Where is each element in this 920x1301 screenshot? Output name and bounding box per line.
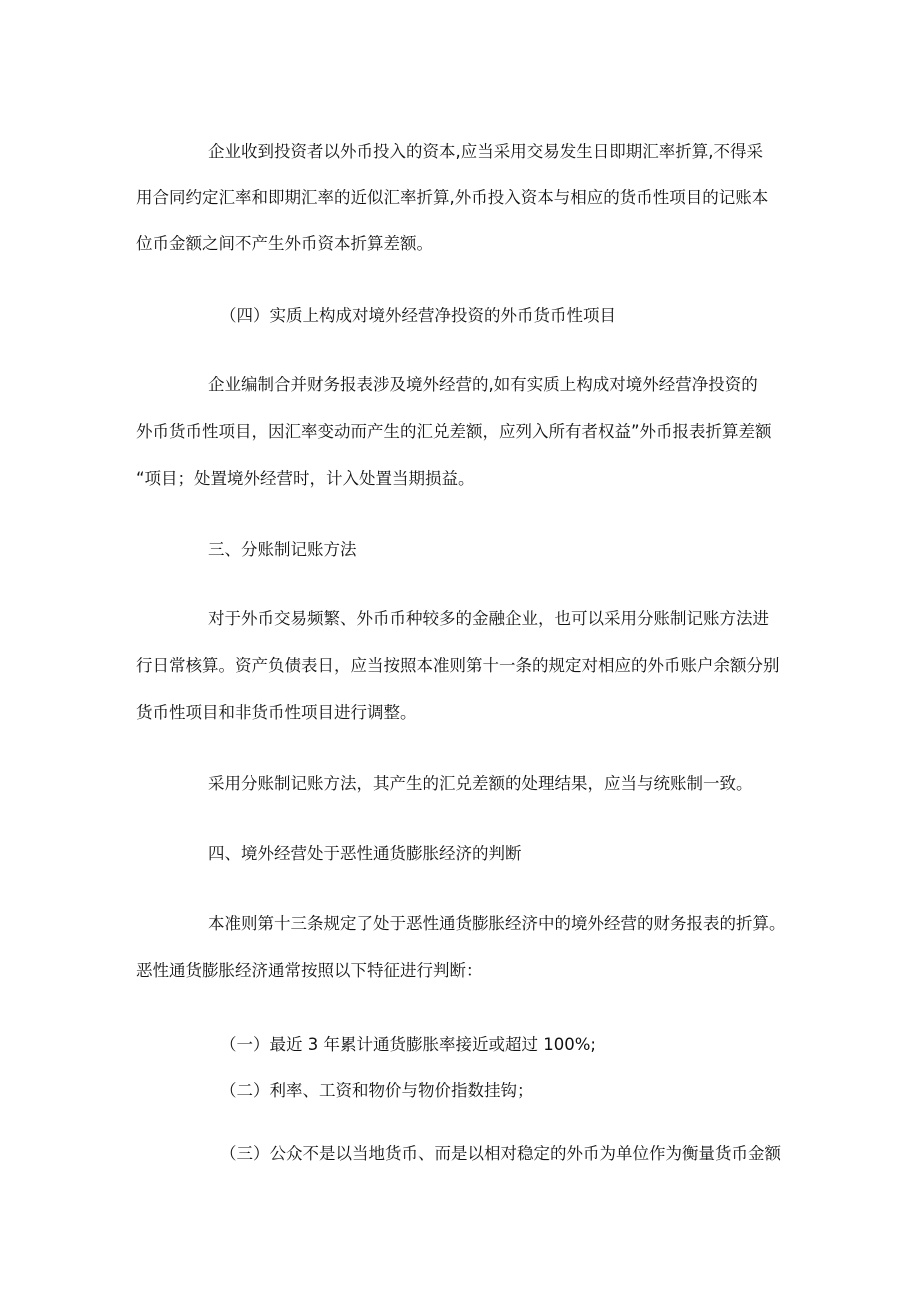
para5-line2: 恶性通货膨胀经济通常按照以下特征进行判断： xyxy=(136,961,483,980)
criteria-item-2: （二）利率、工资和物价与物价指数挂钩； xyxy=(220,1081,534,1100)
criteria-item-3: （三）公众不是以当地货币、而是以相对稳定的外币为单位作为衡量货币金额 xyxy=(220,1144,781,1163)
para1-line2: 用合同约定汇率和即期汇率的近似汇率折算,外币投入资本与相应的货币性项目的记账本 xyxy=(136,188,769,207)
para3-line3: 货币性项目和非货币性项目进行调整。 xyxy=(136,703,417,722)
para1-line1: 企业收到投资者以外币投入的资本,应当采用交易发生日即期汇率折算,不得采 xyxy=(208,142,763,161)
subheading-4: （四）实质上构成对境外经营净投资的外币货币性项目 xyxy=(220,306,616,325)
para2-line2: 外币货币性项目，因汇率变动而产生的汇兑差额，应列入所有者权益”外币报表折算差额 xyxy=(136,422,772,441)
para1-line3: 位币金额之间不产生外币资本折算差额。 xyxy=(136,234,433,253)
para2-line3: “项目；处置境外经营时，计入处置当期损益。 xyxy=(136,469,475,488)
para2-line1: 企业编制合并财务报表涉及境外经营的,如有实质上构成对境外经营净投资的 xyxy=(208,375,758,394)
criteria-item-1: （一）最近 3 年累计通货膨胀率接近或超过 100%; xyxy=(220,1035,596,1054)
section-3-title: 三、分账制记账方法 xyxy=(208,540,357,559)
para3-line2: 行日常核算。资产负债表日，应当按照本准则第十一条的规定对相应的外币账户余额分别 xyxy=(136,656,780,675)
para4-line1: 采用分账制记账方法，其产生的汇兑差额的处理结果，应当与统账制一致。 xyxy=(208,774,753,793)
para3-line1: 对于外币交易频繁、外币币种较多的金融企业，也可以采用分账制记账方法进 xyxy=(208,609,769,628)
para5-line1: 本准则第十三条规定了处于恶性通货膨胀经济中的境外经营的财务报表的折算。 xyxy=(208,914,786,933)
section-4-title: 四、境外经营处于恶性通货膨胀经济的判断 xyxy=(208,844,522,863)
